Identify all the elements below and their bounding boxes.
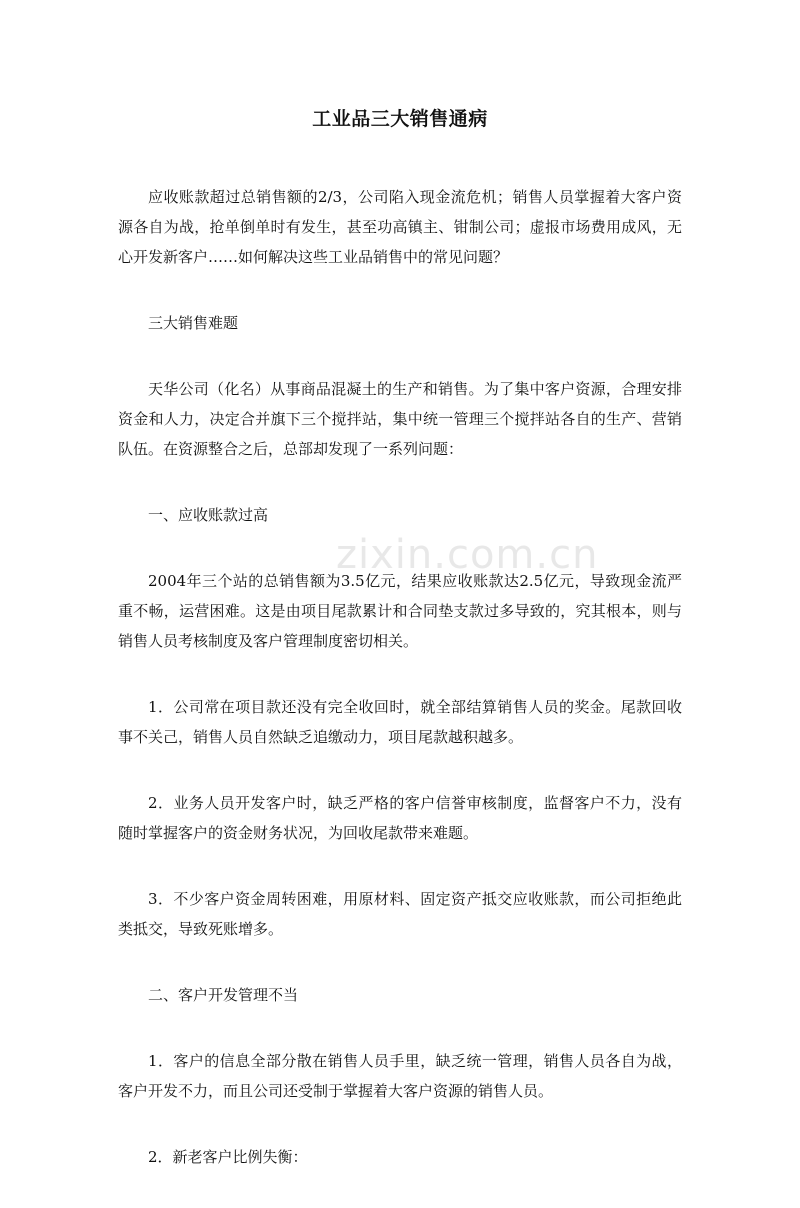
paragraph-customer-point-2: 2．新老客户比例失衡： bbox=[148, 1148, 308, 1166]
paragraph-receivables-detail: 2004年三个站的总销售额为3.5亿元，结果应收账款达2.5亿元，导致现金流严重不畅，运营困难。这是由项目尾款累计和合同垫支款过多导致的，究其根本，则与销售人员考核制度及客户管理制度密切相关。 bbox=[118, 572, 682, 650]
paragraph-point-3: 3．不少客户资金周转困难，用原材料、固定资产抵交应收账款，而公司拒绝此类抵交，导致死账增多。 bbox=[118, 890, 682, 938]
document-body bbox=[118, 182, 682, 1208]
paragraph-intro: 应收账款超过总销售额的2/3，公司陷入现金流危机；销售人员掌握着大客户资源各自为战，抢单倒单时有发生，甚至功高镇主、钳制公司；虚报市场费用成风，无心开发新客户……如何解决这些工业品销售中的常见问题？ bbox=[118, 188, 682, 266]
paragraph-point-1: 1．公司常在项目款还没有完全收回时，就全部结算销售人员的奖金。尾款回收事不关己，销售人员自然缺乏追缴动力，项目尾款越积越多。 bbox=[118, 698, 682, 746]
paragraph-customer-point-1: 1．客户的信息全部分散在销售人员手里，缺乏统一管理，销售人员各自为战，客户开发不力，而且公司还受制于掌握着大客户资源的销售人员。 bbox=[118, 1052, 682, 1100]
paragraph-company-background: 天华公司（化名）从事商品混凝土的生产和销售。为了集中客户资源，合理安排资金和人力，决定合并旗下三个搅拌站，集中统一管理三个搅拌站各自的生产、营销队伍。在资源整合之后，总部却发现了一系列问题： bbox=[118, 380, 682, 458]
document-title: 工业品三大销售通病 bbox=[312, 108, 488, 130]
paragraph-point-2: 2．业务人员开发客户时，缺乏严格的客户信誉审核制度，监督客户不力，没有随时掌握客户的资金财务状况，为回收尾款带来难题。 bbox=[118, 794, 682, 842]
watermark-text: zixin.com.cn bbox=[336, 532, 599, 578]
section-heading-three-problems: 三大销售难题 bbox=[148, 314, 239, 332]
section-heading-customer-development: 二、客户开发管理不当 bbox=[148, 986, 299, 1004]
section-heading-receivables: 一、应收账款过高 bbox=[148, 506, 269, 524]
